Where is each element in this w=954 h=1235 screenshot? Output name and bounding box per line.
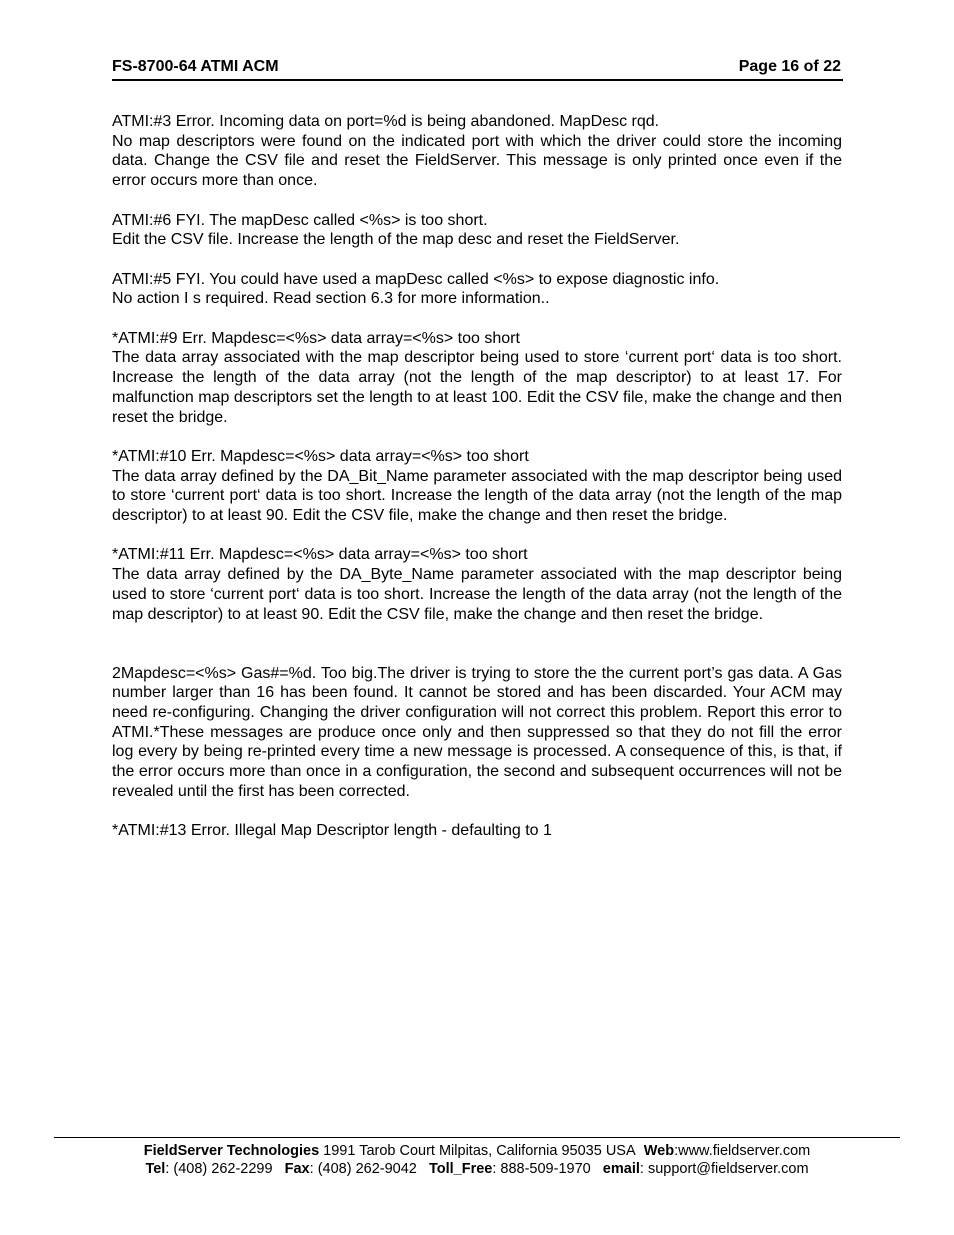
message-list [112, 112, 842, 861]
page-footer [54, 1142, 900, 1178]
message-body: The data array defined by the DA_Byte_Name parameter associated with the map descriptor being used to store ‘current port‘ data is too short. Increase the length of the data array (not the length of the map descriptor) to at least 90. Edit the CSV file, make the change and then reset the bridge. [112, 566, 842, 623]
message-body: No map descriptors were found on the indicated port with which the driver could store the incoming data. Change the CSV file and reset the FieldServer. This message is only printed once even if the error occurs more than once. [112, 132, 842, 190]
message-body: No action I s required. Read section 6.3 for more information.. [112, 290, 550, 308]
message-atmi-13 [112, 821, 842, 841]
footer-address: 1991 Tarob Court Milpitas, California 95035 USA [323, 1143, 636, 1159]
message-gas-too-big [112, 664, 842, 802]
footer-company: FieldServer Technologies [143, 1143, 320, 1159]
message-atmi-3 [112, 112, 842, 191]
message-body: Edit the CSV file. Increase the length of the map desc and reset the FieldServer. [112, 231, 680, 249]
message-title: *ATMI:#11 Err. Mapdesc=<%s> data array=<%s> too short [112, 546, 528, 564]
message-atmi-10 [112, 447, 842, 526]
message-body: The data array associated with the map descriptor being used to store ‘current port‘ data is too short. Increase the length of the data array (not the length of the map descriptor) to at least 17. For malfunction map descriptors set the length to at least 100. Edit the CSV file, make the change and then reset the bridge. [112, 349, 842, 426]
page-header [112, 57, 843, 81]
footer-email-label: email [602, 1161, 640, 1177]
footer-line-1 [54, 1142, 900, 1160]
footer-web-label: Web [643, 1143, 675, 1159]
footer-tollfree-value: : 888-509-1970 [492, 1161, 591, 1177]
footer-line-2 [54, 1160, 900, 1178]
footer-web-value: :www.fieldserver.com [674, 1143, 811, 1159]
footer-tollfree-label: Toll_Free [428, 1161, 493, 1177]
footer-fax-value: : (408) 262-9042 [309, 1161, 417, 1177]
message-body: The data array defined by the DA_Bit_Name parameter associated with the map descriptor being used to store ‘current port‘ data is too short. Increase the length of the data array (not the length of the map descriptor) to at least 90. Edit the CSV file, make the change and then reset the bridge. [112, 467, 842, 524]
footer-email-value: : support@fieldserver.com [639, 1161, 809, 1177]
footer-tel-label: Tel [145, 1161, 166, 1177]
message-title: ATMI:#5 FYI. You could have used a mapDesc called <%s> to expose diagnostic info. [112, 270, 720, 288]
message-atmi-6 [112, 211, 842, 250]
footer-tel-value: : (408) 262-2299 [165, 1161, 273, 1177]
message-title: *ATMI:#9 Err. Mapdesc=<%s> data array=<%s> too short [112, 329, 520, 347]
footer-divider [54, 1137, 900, 1138]
message-title: ATMI:#6 FYI. The mapDesc called <%s> is too short. [112, 211, 488, 229]
message-body: 2Mapdesc=<%s> Gas#=%d. Too big.The driver is trying to store the the current port’s gas data. A Gas number larger than 16 has been found. It cannot be stored and has been discarded. Your ACM may need re-configuring. Changing the driver configuration will not correct this problem. Report this error to ATMI.*These messages are produce once only and then suppressed so that they do not fill the error log every by being re-printed every time a new message is processed. A consequence of this, is that, if the error occurs more than once in a configuration, the second and subsequent occurrences will not be revealed until the first has been corrected. [112, 664, 842, 800]
message-title: ATMI:#3 Error. Incoming data on port=%d is being abandoned. MapDesc rqd. [112, 113, 660, 130]
page-number: Page 16 of 22 [738, 58, 841, 75]
footer-fax-label: Fax [284, 1161, 310, 1177]
message-atmi-5 [112, 270, 842, 309]
message-atmi-11 [112, 545, 842, 624]
message-title: *ATMI:#10 Err. Mapdesc=<%s> data array=<%s> too short [112, 447, 529, 465]
message-atmi-9 [112, 329, 842, 428]
message-title: *ATMI:#13 Error. Illegal Map Descriptor length - defaulting to 1 [112, 822, 552, 840]
document-id: FS-8700-64 ATMI ACM [112, 58, 279, 75]
